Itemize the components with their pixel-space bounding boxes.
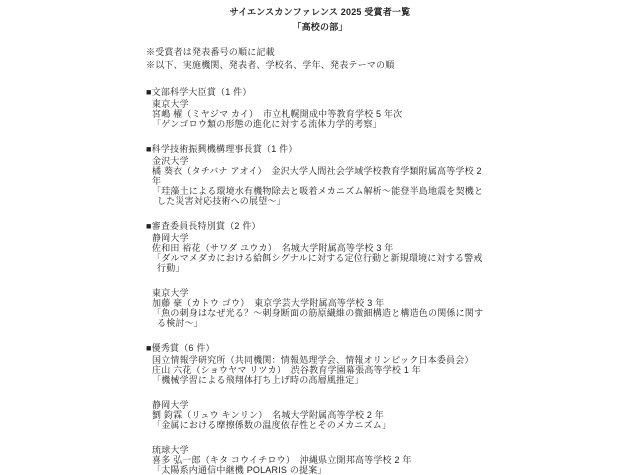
section-header: ■文部科学大臣賞（1 件） <box>146 87 252 97</box>
award-sections <box>146 87 486 475</box>
institution-line: 東京大学 <box>152 288 189 298</box>
page-title: サイエンスカンファレンス 2025 受賞者一覧 <box>229 7 411 17</box>
notes <box>146 47 640 70</box>
award-entry <box>152 99 486 129</box>
presenter-line: 喜多 弘一郎（キタ コウイチロウ） 沖縄県立開邦高等学校 2 年 <box>152 455 412 465</box>
section-mext-minister-award <box>146 87 486 129</box>
institution-line: 国立情報学研究所（共同機関：情報処理学会、情報オリンピック日本委員会） <box>152 355 474 365</box>
note-format: ※以下、実施機関、発表者、学校名、学年、発表テーマの順 <box>146 60 395 70</box>
presenter-line: 庄山 六花（ショウヤマ リツカ） 渋谷教育学園幕張高等学校 1 年 <box>152 365 421 375</box>
theme-line: 「太陽系内通信中継機 POLARIS の提案」 <box>152 465 327 475</box>
institution-line: 静岡大学 <box>152 233 189 243</box>
institution-line: 静岡大学 <box>152 400 189 410</box>
presenter-line: 宮嶋 櫂（ミヤジマ カイ） 市立札幌開成中等教育学校 5 年次 <box>152 109 403 119</box>
section-header: ■科学技術振興機構理事長賞（1 件） <box>146 144 298 154</box>
section-jst-president-award <box>146 144 486 206</box>
section-excellence-award <box>146 343 486 475</box>
theme-line: 「珪藻土による環境水有機物除去と吸着メカニズム解析～能登半島地震を契機とした災害対応技術への展望～」 <box>152 186 484 206</box>
theme-line: 「ダルマメダカにおける給餌シグナルに対する定位行動と新規環境に対する警戒行動」 <box>152 253 483 273</box>
theme-line: 「魚の刺身はなぜ光る？～刺身断面の筋原繊維の微細構造と構造色の関係に関する検討～」 <box>152 308 484 328</box>
award-entry <box>152 288 486 328</box>
section-jury-chair-special-award <box>146 221 486 328</box>
award-entry <box>152 355 486 385</box>
page-subtitle: 「高校の部」 <box>292 22 348 32</box>
institution-line: 東京大学 <box>152 99 189 109</box>
presenter-line: 橘 葵衣（タチバナ アオイ） 金沢大学人間社会学域学校教育学類附属高等学校 2 年 <box>152 166 482 186</box>
section-header: ■審査委員長特別賞（2 件） <box>146 221 261 231</box>
institution-line: 琉球大学 <box>152 445 189 455</box>
presenter-line: 劉 鈞霖（リュウ キンリン） 名城大学附属高等学校 2 年 <box>152 410 384 420</box>
institution-line: 金沢大学 <box>152 156 189 166</box>
award-entry <box>152 156 486 206</box>
theme-line: 「金属における摩擦係数の温度依存性とそのメカニズム」 <box>152 420 392 430</box>
note-order: ※受賞者は発表番号の順に記載 <box>146 47 275 57</box>
award-entry <box>152 233 486 273</box>
award-entry <box>152 445 486 475</box>
section-header: ■優秀賞（6 件） <box>146 343 215 353</box>
theme-line: 「機械学習による飛翔体打ち上げ時の高層風推定」 <box>152 375 364 385</box>
theme-line: 「ゲンゴロウ類の形態の進化に対する流体力学的考察」 <box>152 119 382 129</box>
presenter-line: 佐和田 裕花（サワダ ユウカ） 名城大学附属高等学校 3 年 <box>152 243 394 253</box>
presenter-line: 加藤 豪（カトウ ゴウ） 東京学芸大学附属高等学校 3 年 <box>152 298 385 308</box>
